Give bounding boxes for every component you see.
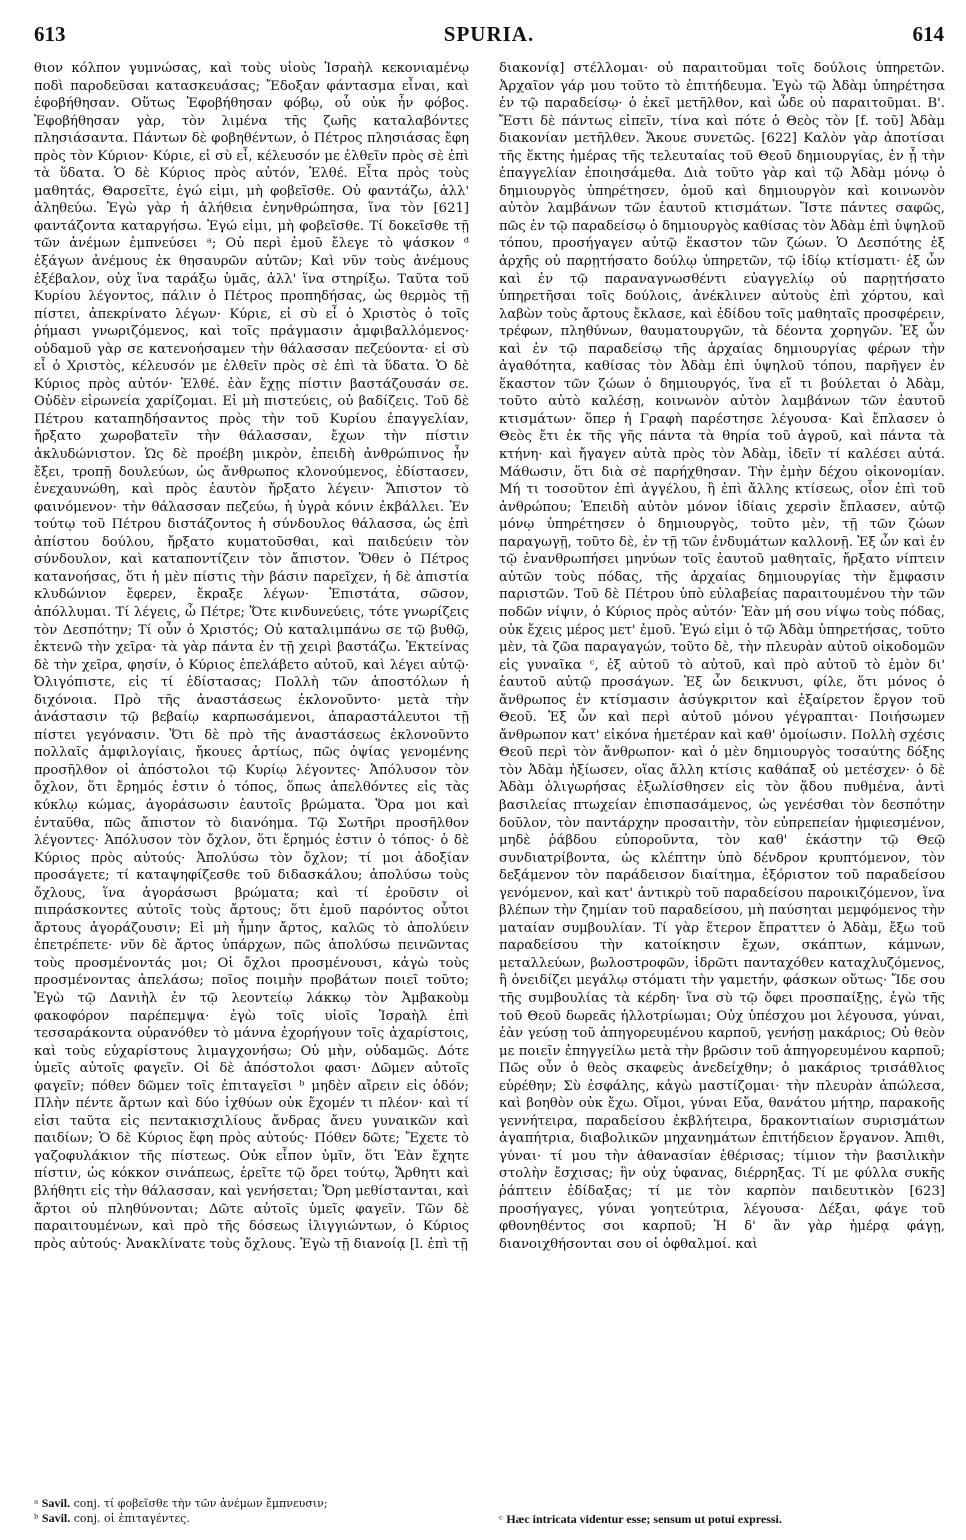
right-column	[499, 60, 945, 1485]
left-page-number: 613	[34, 22, 66, 46]
left-column	[34, 60, 469, 1485]
footnote-a-mark: ᵃ	[34, 1497, 39, 1510]
footnote-b-text: conj. οἱ ἐπιταγέντες.	[73, 1512, 190, 1525]
footnote-a-text: conj. τί φοβεῖσθε τὴν τῶν ἀνέμων ἔμπνευσιν;	[73, 1497, 328, 1510]
footnote-b-mark: ᵇ	[34, 1512, 39, 1525]
footnote-c-mark: ᶜ	[499, 1513, 503, 1526]
running-title: SPURIA.	[443, 22, 535, 46]
footnote-b	[34, 1511, 474, 1526]
right-column-text: διακονίᾳ] στέλλομαι· οὐ παραιτοῦμαι τοῖς δούλοις ὑπηρετῶν. Ἀρχαῖον γάρ μου τοῦτο τὸ ἐπιτήδευμα. Ἐγὼ τῷ Ἀδὰμ ὑπηρέτησα ἐν τῷ παραδείσῳ· ὁ ἐκεῖ μετῆλθον, καὶ ὧδε οὐ παραιτοῦμαι. Β'. Ἔστι δὲ πάντως εἰπεῖν, τίνα καὶ πότε ὁ Θεὸς τὸν [f. τοῦ] Ἀδὰμ διακονίαν μετῆλθεν. Ἄκουε συνετῶς. [622] Καλὸν γὰρ ἀποτίσαι τῆς ἕκτης ἡμέρας τῆς τελευταίας τοῦ Θεοῦ δημιουργίας, ἐν ᾗ τὴν ἐπαγγελίαν ἐποιησάμεθα. Διὰ τοῦτο γὰρ καὶ τῷ Ἀδὰμ μόνῳ ὁ δημιουργὸς ὑπηρέτησεν, ὁμοῦ καὶ δημιουργὸν καὶ κοινωνὸν αὐτὸν λαμβάνων τῶν ἑαυτοῦ κτισμάτων. Ἴστε πάντες σαφῶς, πῶς ἐν τῷ παραδείσῳ ὁ δημιουργὸς καθίσας τὸν Ἀδὰμ ἐπὶ ὑψηλοῦ τόπου, προσήγαγεν αὐτῷ ἕκαστον τῶν ζώων. Ὁ Δεσπότης ἐξ ἀρχῆς οὐ παρῃτήσατο δούλῳ ὑπηρετῶν, τῷ ἰδίῳ κτίσματι· ἐξ ὧν καὶ ἐν τῷ παραναγνωσθέντι εὐαγγελίῳ οὐ παρῃτήσατο ὑπηρετῆσαι τοῖς δούλοις, ἀνέκλινεν αὐτοὺς ἐπὶ χόρτου, καὶ λαβὼν τοὺς ἄρτους ἔκλασε, καὶ ἐδίδου τοῖς μαθηταῖς προσφέρειν, τρέφων, πληθύνων, θαυματουργῶν, τὰ δέοντα χορηγῶν. Ἐξ ὧν καὶ ἐν τῷ παραδείσῳ τῆς ἀρχαίας δημιουργίας φέρων τὴν ἀγαθότητα, καθίσας τὸν Ἀδὰμ ἐπὶ ὑψηλοῦ τόπου, παρῆγεν ἐν ἕκαστον τῶν ζώων ὁ δημιουργός, ἵνα εἴ τι βούλεται ὁ Ἀδὰμ, τοῦτο αὐτὸ καλέσῃ, κοινωνὸν αὐτὸν λαμβάνων τῶν ἑαυτοῦ κτισμάτων· ὅπερ ἡ Γραφὴ παρέστησε λέγουσα· Καὶ ἔπλασεν ὁ Θεὸς ἔτι ἐκ τῆς γῆς πάντα τὰ θηρία τοῦ ἀγροῦ, καὶ πάντα τὰ κτήνη· καὶ ἤγαγεν αὐτὰ πρὸς τὸν Ἀδὰμ, ἰδεῖν τί καλέσει αὐτά. Μάθωσιν, ὅτι διὰ σὲ παρήχθησαν. Τὴν ἐμὴν δέχου οἰκονομίαν. Μή τι τοσοῦτον ἐπὶ ἀγγέλου, ἢ ἐπὶ ἄλλης κτίσεως, οἷον ἐπὶ τοῦ ἀνθρώπου; Ἐπειδὴ αὐτὸν μόνον ἰδίαις χερσὶν ἔπλασεν, αὐτῷ μόνῳ ὑπηρέτησεν ὁ δημιουργὸς, τοῦτο μὲν, τῇ τῶν ζώων παραγωγῇ, τοῦτο δὲ, ἐν τῇ τῶν ἐνδυμάτων καλλονῇ. Ἐξ ὧν καὶ ἐν τῷ ἐνανθρωπήσει μηνύων τοῖς ἑαυτοῦ μαθηταῖς, ἤρξατο νίπτειν αὐτῶν τοὺς πόδας, τῆς ἀρχαίας δημιουργίας τὴν ἔμφασιν παριστῶν. Τοῦ δὲ Πέτρου ὑπὸ εὐλαβείας παραιτουμένου τὴν τῶν ποδῶν νίψιν, ὁ Κύριος πρὸς αὐτόν· Ἐὰν μή σου νίψω τοὺς πόδας, οὐκ ἔχεις μέρος μετ' ἐμοῦ. Ἐγώ εἰμι ὁ τῷ Ἀδὰμ ὑπηρετήσας, τοῦτο μὲν, τὰ ζῶα παραγαγών, τοῦτο δὲ, τὴν πλευρὰν αὐτοῦ οἰκοδομῶν εἰς γυναῖκα ᶜ, ἐξ αὐτοῦ τὸ αὐτοῦ, καὶ πρὸ αὐτοῦ τὸ ἐμὸν δι' ἑαυτοῦ αὐτῷ προσάγων. Ἐξ ὧν δεικνυσι, φίλε, ὅτι μόνος ὁ ἄνθρωπος ἐν κτίσμασιν ἀσύγκριτον καὶ ἐξαίρετον ἔργον τοῦ Θεοῦ. Ἐξ ὧν καὶ περὶ αὐτοῦ μόνου γέγραπται· Ποιήσωμεν ἄνθρωπον κατ' εἰκόνα ἡμετέραν καὶ καθ' ὁμοίωσιν. Πολλὴ σχέσις Θεοῦ περὶ τὸν ἄνθρωπον· καὶ ὁ μὲν δημιουργὸς τοσαύτης δόξης τὸν Ἀδὰμ ἠξίωσεν, οἵας ἄλλη κτίσις καθάπαξ οὐ μετέσχεν· ὁ δὲ Ἀδὰμ ὀλιγωρήσας ἐξωλίσθησεν εἰς τὸν ᾅδου πυθμένα, ἀντὶ βασιλείας πτωχείαν ἐπισπασάμενος, ὡς γενέσθαι τὸν δεσπότην δοῦλον, τὸν παντάρχην προσαιτὴν, τὸν εὐπρεπείαν ἠμφιεσμένον, μηδὲ ῥάβδου εὐποροῦντα, τὸν καθ' ἑκάστην τῷ Θεῷ συνδιατρίβοντα, ὡς κλέπτην ὑπὸ δένδρον κρυπτόμενον, τὸν δεξάμενον τὸν παράδεισον διαίτημα, ἐξόριστον τοῦ παραδείσου γενόμενον, καὶ κατ' ἀντικρὺ τοῦ παραδείσου παροικιζόμενον, ἵνα βλέπων τὴν ζημίαν τοῦ παραδείσου, μὴ παύσηται μεμφόμενος τὴν ματαίαν συμβουλίαν. Τί γὰρ ἕτερον ἔπραττεν ὁ Ἀδὰμ, ἔξω τοῦ παραδείσου τὴν κατοίκησιν ἔχων, σκάπτων, κάμνων, μεταλλεύων, βωλοστροφῶν, ἱδρῶτι πανταχόθεν καταχλυζόμενος, ἢ ὀνειδίζει μεγάλῳ στόματι τὴν γαμετήν, φάσκων οὕτως· Ἴδε σου τῆς συμβουλίας τὰ κέρδη· ἵνα σὺ τῷ ὄφει προσπαίξῃς, ἐγὼ τῆς τοῦ Θεοῦ δωρεᾶς ἠλλοτρίωμαι; Οὐχ ὑπέσχου μοι λέγουσα, γύναι, ἐὰν γεύσῃ τοῦ ἀπηγορευμένου καρποῦ, γενήσῃ μακάριος; Οὐ θεὸν με ποιεῖν ἐπηγγείλω μετὰ τὴν βρῶσιν τοῦ ἀπηγορευμένου καρποῦ; Πῶς οὖν ὁ θεὸς σκαφεὺς ἀνεδείχθην; ὁ μακάριος τρισάθλιος εὑρέθην; Σὺ ἐσφάλης, κἀγὼ μαστίζομαι· τὴν πλευρὰν ἀπώλεσα, καὶ βοηθὸν οὐκ ἔχω. Οἴμοι, γύναι Εὔα, θανάτου μήτηρ, παρακοῆς γεννήτειρα, παραδείσου ἐκβλήτειρα, δρακοντιαίων συρισμάτων ἀγαπήτρια, διαβολικῶν μηχανημάτων ἐπιτήδειον ἔργανον. Ἀπιθι, γύναι· τί μου τὴν ἀθανασίαν ἐθέρισας; τίμιον τὴν βασιλικὴν στολὴν ἔσχισας; ἣν οὐχ ὑφανας, διέρρηξας. Τί με φύλλα συκῆς ῥάπτειν ἐδίδαξας; τί με τὸν καρπὸν παιδευτικὸν [623] προσήγαγες, γύναι γοητεύτρια, λέγουσα· Δέξαι, φάγε τοῦ φθονηθέντος σοι καρποῦ; Ἡ δ' ἂν γὰρ ἡμέρᾳ φάγῃ, διανοιχθήσονται σου οἱ ὀφθαλμοί. καὶ	[499, 61, 945, 1252]
left-footnotes	[34, 1496, 474, 1526]
left-column-text: θιον κόλπον γυμνώσας, καὶ τοὺς υἱοὺς Ἰσραὴλ κεκονιαμένῳ ποδὶ παροδεῦσαι κατασκευάσας; Ἔδοξαν φάντασμα εἶναι, καὶ ἐφοβήθησαν. Οὕτως Ἐφοβήθησαν φόβῳ, οὗ οὐκ ἦν φόβος. Ἐφοβήθησαν γὰρ, τὸν λιμένα τῆς ζωῆς καταλαβόντες πλησιάσαντα. Πάντων δὲ φοβηθέντων, ὁ Πέτρος πλησιάσας ἔφη πρὸς τὸν Κύριον· Κύριε, εἰ σὺ εἶ, κέλευσόν με ἐλθεῖν πρὸς σὲ ἐπὶ τὰ ὕδατα. Ὁ δὲ Κύριος πρὸς αὐτόν, Ἐλθέ. Εἶτα πρὸς τοὺς μαθητάς, Θαρσεῖτε, ἐγώ εἰμι, μὴ φοβεῖσθε. Οὐ φαντάζω, ἀλλ' ἀληθεύω. Ἐγὼ γὰρ ἡ ἀλήθεια ἐνηνθρώπησα, ἵνα τὸν [621] φαντάζοντα καταργήσω. Ἐγώ εἰμι, μὴ φοβεῖσθε. Τί δοκεῖσθε τῇ τῶν ἀνέμων ἐμπνεύσει ᵃ; Οὐ περὶ ἐμοῦ ἔλεγε τὸ ψάσκον ᵈ ἐξάγων ἀνέμους ἐκ θησαυρῶν αὐτῶν; Καὶ νῦν τοὺς ἀνέμους ἐξέβαλον, οὐχ ἵνα ταράξω ὑμᾶς, ἀλλ' ἵνα στηρίξω. Ταῦτα τοῦ Κυρίου λέγοντος, πάλιν ὁ Πέτρος προπηδήσας, ὡς θερμὸς τῇ πίστει, ἀπεκρίνατο λέγων· Κύριε, εἰ σὺ εἶ ὁ Χριστὸς ὁ τοῖς ῥήμασι γνωριζόμενος, καὶ τοῖς πράγμασιν ἀμφιβαλλόμενος· οὐδαμοῦ γὰρ σε κατενοήσαμεν τὴν θάλασσαν πεζεύοντα· εἰ σὺ εἶ ὁ Χριστὸς, κέλευσόν με ἐλθεῖν πρὸς σὲ ἐπὶ τὰ ὕδατα. Ὁ δὲ Κύριος πρὸς αὐτόν· Ἐλθέ. ἐὰν ἔχῃς πίστιν βαστάζουσάν σε. Οὐδὲν εἰρωνεία χαρίζομαι. Εἰ μὴ πιστεύεις, οὐ βαδίζεις. Τοῦ δὲ Πέτρου καταπηδήσαντος πρὸς τὴν τοῦ Κυρίου ἐπαγγελίαν, ἤρξατο χωροβατεῖν τὴν θάλασσαν, ἔχων τὴν πίστιν ἀκλυδώνιστον. Ὡς δὲ προέβη μικρὸν, ἐπειδὴ ἀνθρώπινος ἦν ἔξει, τροπῇ δουλεύων, ὡς ἄνθρωπος κλονούμενος, ἐδίστασεν, ἐνεχαυνώθη, καὶ πρὸς ἑαυτὸν ἤρξατο λέγειν· Ἄπιστον τὸ φαινόμενον· τὴν θάλασσαν πεζεύω, ἡ ὑγρὰ κόνιν ἐκβάλλει. Ἐν τούτῳ τοῦ Πέτρου διστάζοντος ἡ σύνδουλος θάλασσα, ὡς ἐπὶ ἀπίστου δούλου, ἤρξατο κυματοῦσθαι, καὶ παιδεύειν τὸν σύνδουλον, καὶ καταποντίζειν τὸν ἄπιστον. Ὅθεν ὁ Πέτρος κατανοήσας, ὅτι ἡ μὲν πίστις τὴν βάσιν παρεῖχεν, ἡ δὲ ἀπιστία κλυδώνιον ἔφερεν, ἔκραξε λέγων· Ἐπιστάτα, σῶσον, ἀπόλλυμαι. Τί λέγεις, ὦ Πέτρε; Ὅτε κινδυνεύεις, τότε γνωρίζεις τὸν Δεσπότην; Τί οὖν ὁ Χριστός; Οὐ καταλιμπάνω σε τῷ βυθῷ, ἐκτενῶ τὴν χεῖρα· τὰ γὰρ πάντα ἐν τῇ χειρὶ βαστάζω. Ἐκτείνας δὲ τὴν χεῖρα, φησίν, ὁ Κύριος ἐπελάβετο αὐτοῦ, καὶ λέγει αὐτῷ· Ὀλιγόπιστε, εἰς τί ἐδίστασας; Πολλὴ τῶν ἀποστόλων ἡ διχόνοια. Πρὸ τῆς ἀναστάσεως ἐκλονοῦντο· μετὰ τὴν ἀνάστασιν τῷ βεβαίῳ καρπωσάμενοι, ἀπαραστάλευτοι τῇ πίστει γεγόνασιν. Ὅτι δὲ πρὸ τῆς ἀναστάσεως ἐκλονοῦντο πολλαῖς ἀμφιλογίαις, ἤκουες ἀρτίως, πῶς ὀψίας γενομένης προσῆλθον οἱ ἀπόστολοι τῷ Κυρίῳ λέγοντες· Ἀπόλυσον τὸν ὄχλον, ὅτι ἔρημός ἐστιν ὁ τόπος, ὅπως ἀπελθόντες εἰς τὰς κύκλῳ κώμας, ἀγοράσωσιν ἑαυτοῖς βρώματα. Ὅρα μοι καὶ ἐνταῦθα, πῶς ἄπιστον τὸ διανόημα. Τῷ Σωτῆρι προσῆλθον λέγοντες· Ἀπόλυσον τὸν ὄχλον, ὅτι ἔρημός ἐστιν ὁ τόπος· ὁ δὲ Κύριος πρὸς αὐτούς· Ἀπολύσω τὸν ὄχλον; τί μοι ἀδοξίαν προσάγετε; τί καταψηφίζεσθε τοῦ διδασκάλου; ἀπολύσω τοὺς ὄχλους, ἵνα ἀγοράσωσι βρώματα; καὶ τί ἐροῦσιν οἱ πιπράσκοντες αὐτοῖς τοὺς ἄρτους; ὅτι ἐμοῦ παρόντος οὗτοι ἄρτους ἀγοράζουσιν; Εἰ μὴ ἦμην ἄρτος, καλῶς τὸ ἀπολύειν ἐπετρέπετε· νῦν δὲ ἄρτος ὑπάρχων, πῶς ἀπολύσω πεινῶντας τοὺς προσμένοντάς μοι; Οἱ ὄχλοι προσμένουσι, κἀγὼ τοὺς προσμένοντας ἀπελάσω; ποῖος ποιμὴν προβάτων ποιεῖ τοῦτο; Ἐγὼ τῷ Δανιὴλ ἐν τῷ λεοντείῳ λάκκῳ τὸν Ἀμβακοὺμ φακοφόρον παρέπεμψα· ἐγὼ τοῖς υἱοῖς Ἰσραὴλ ἐπὶ τεσσαράκοντα οὐρανόθεν τὸ μάννα ἐχορήγουν τοῖς ἀχαρίστοις, καὶ τοὺς εὐχαρίστους λιμαγχονήσω; Οὐ μὴν, οὐδαμῶς. Δότε ὑμεῖς αὐτοῖς φαγεῖν. Οἱ δὲ ἀπόστολοι φασι· Δῶμεν αὐτοῖς φαγεῖν; πόθεν δῶμεν τοῖς ἐπιταγεῖσι ᵇ μηδὲν αἴρειν εἰς ὁδόν; Πλὴν πέντε ἄρτων καὶ δύο ἰχθύων οὐκ ἔχομέν τι πλέον· καὶ τί εἰσι ταῦτα εἰς πεντακισχιλίους ἄνδρας ἄνευ γυναικῶν καὶ παιδίων; Ὁ δὲ Κύριος ἔφη πρὸς αὐτούς· Πόθεν δῶτε; Ἔχετε τὸ γαζοφυλάκιον τῆς πίστεως. Οὐκ εἶπον ὑμῖν, ὅτι Ἐὰν ἔχητε πίστιν, ὡς κόκκον σινάπεως, ἐρεῖτε τῷ ὄρει τούτῳ, Ἄρθητι καὶ βλήθητι εἰς τὴν θάλασσαν, καὶ γενήσεται; Ὅρη μεθίστανται, καὶ ἄρτοι οὐ πληθύνονται; Δῶτε αὐτοῖς ὑμεῖς φαγεῖν. Τῶν δὲ παραιτουμένων, καὶ πρὸ τῆς δόσεως ἰλιγγιώντων, ὁ Κύριος πρὸς αὐτούς· Ἀνακλίνατε τοὺς ὄχλους. Ἐγὼ τῇ διανοίᾳ [l. ἐπὶ τῇ	[34, 61, 469, 1252]
running-header	[34, 22, 944, 50]
right-page-number: 614	[912, 22, 944, 46]
footnote-a	[34, 1496, 474, 1511]
footnote-c	[499, 1512, 945, 1527]
footnote-a-source: Savil.	[41, 1496, 71, 1510]
footnote-b-source: Savil.	[41, 1511, 71, 1525]
footnote-c-text: Hæc intricata videntur esse; sensum ut potui expressi.	[506, 1512, 782, 1526]
right-footnotes	[499, 1512, 945, 1527]
